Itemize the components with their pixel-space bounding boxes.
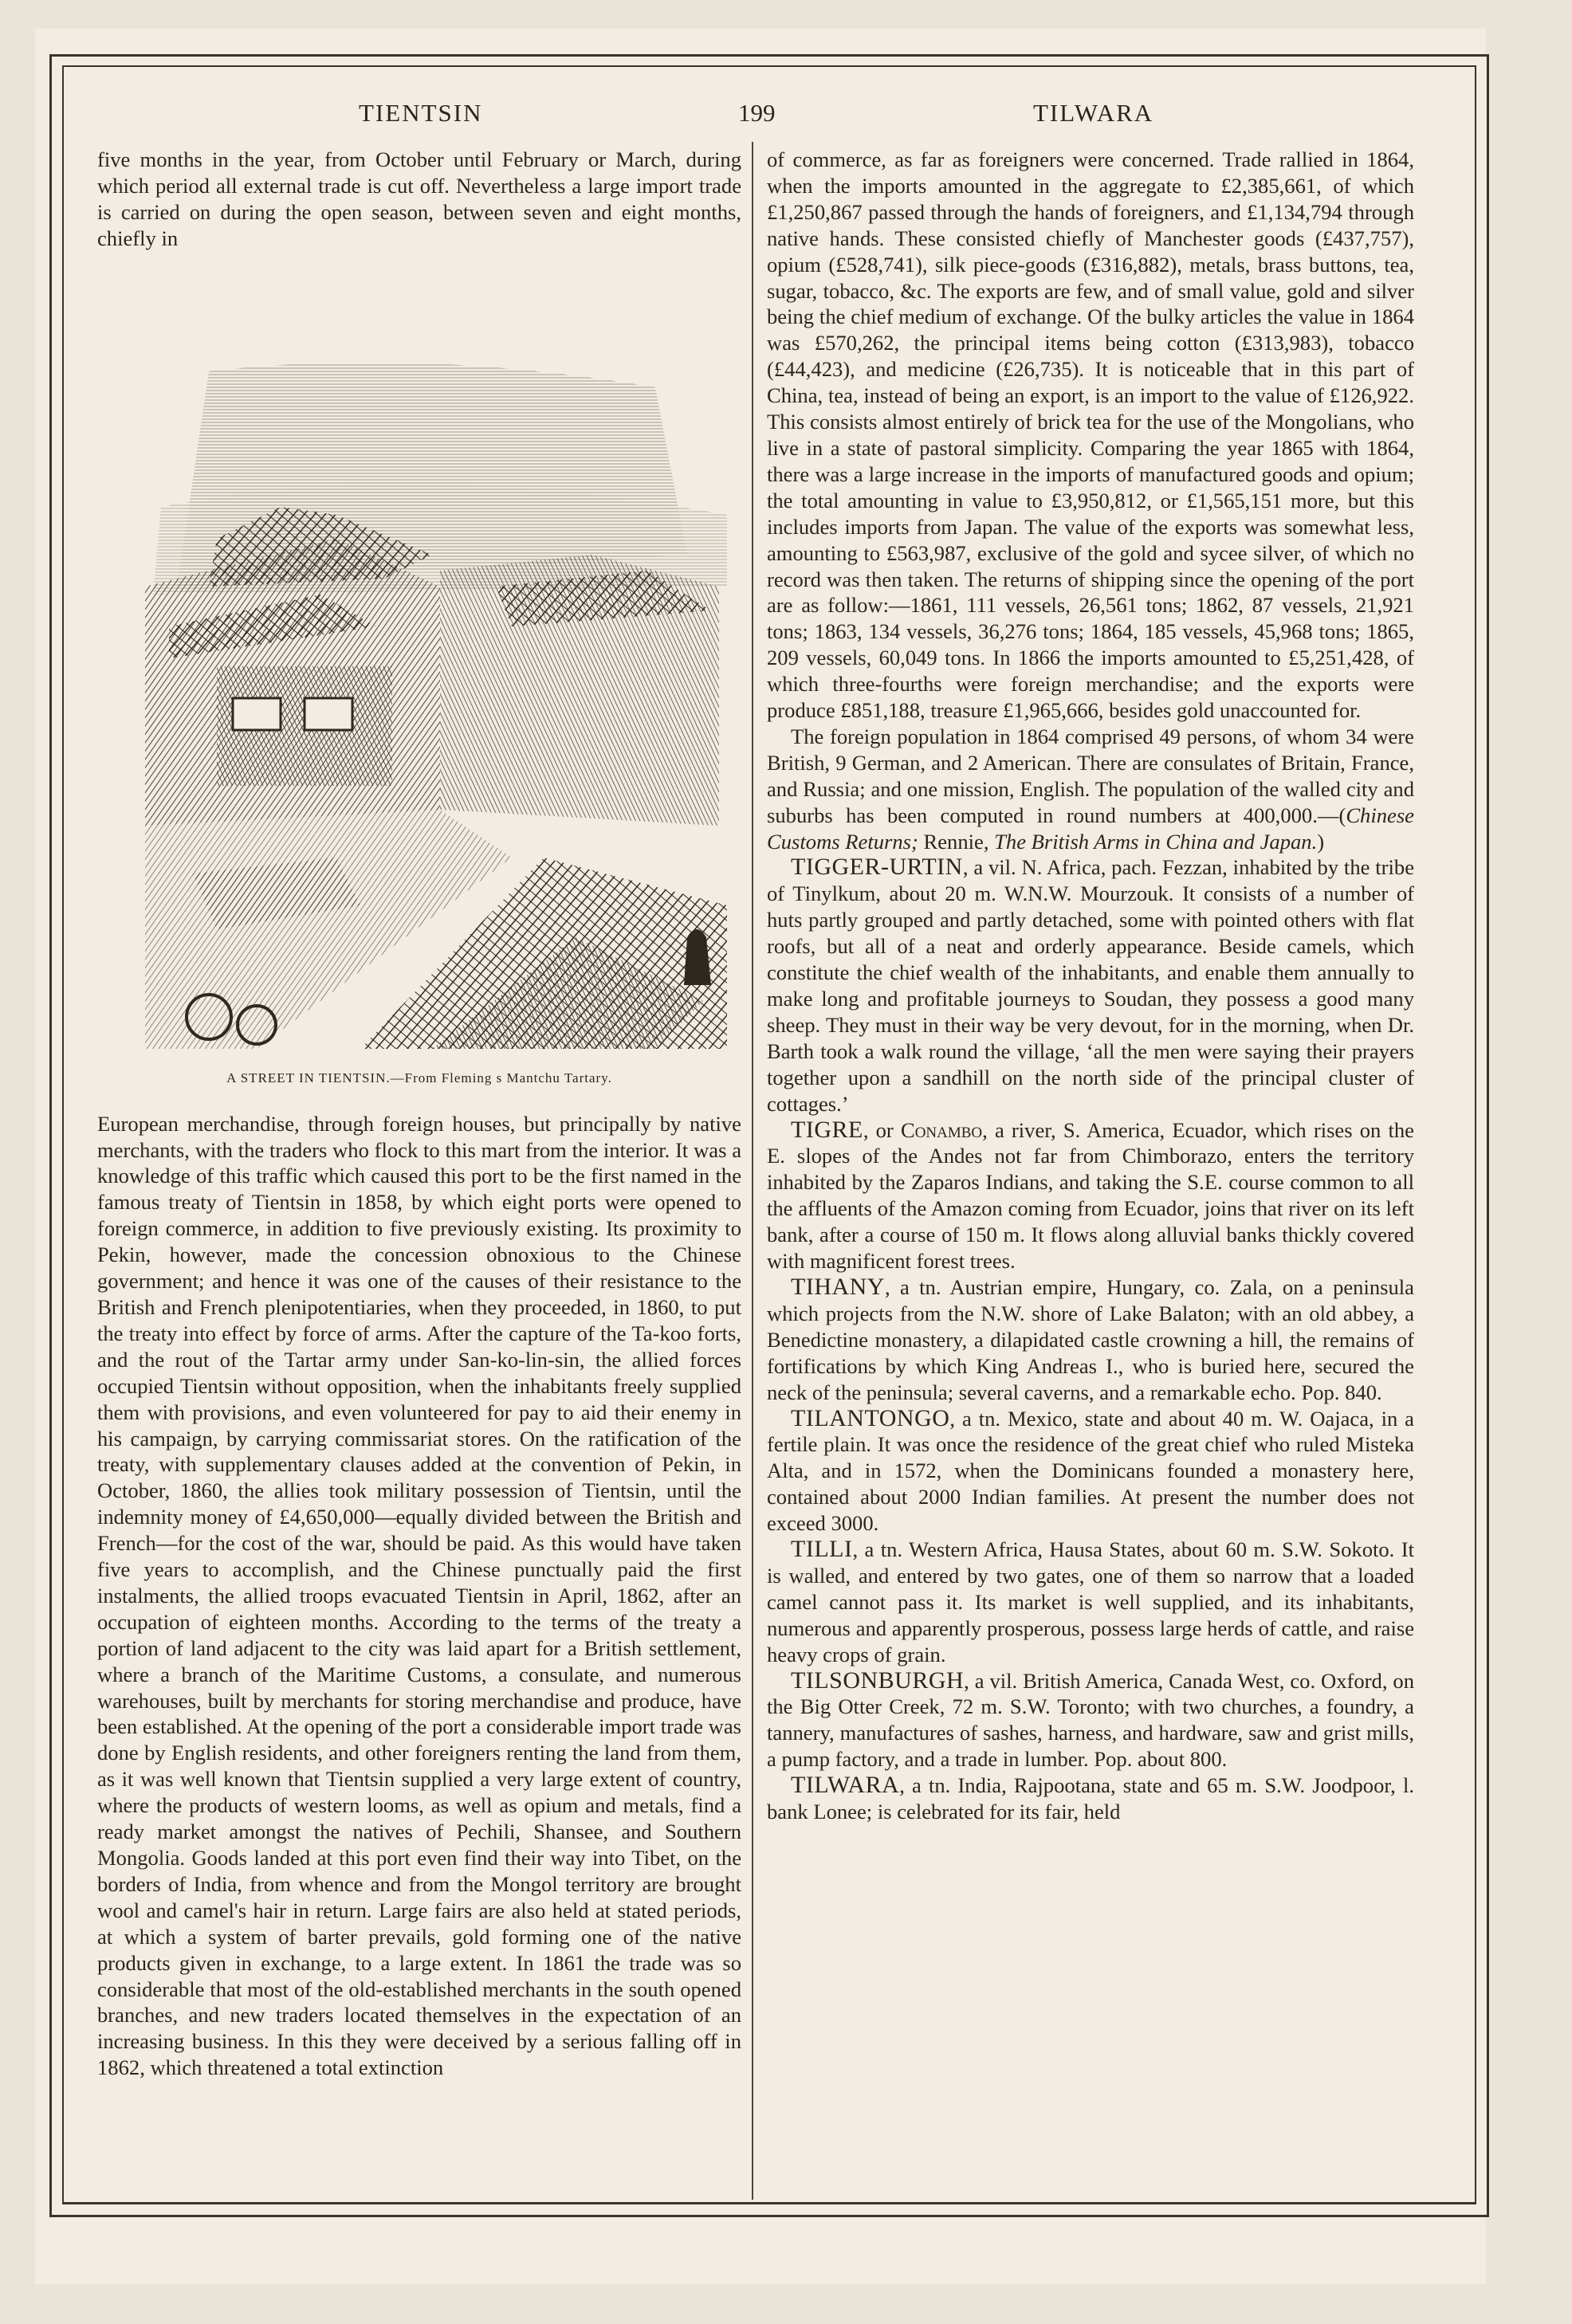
body-paragraph: European merchandise, through foreign houses, but principally by native merchants, with the traders who flock to this mart from the interior. It was a knowledge of this traffic which caused this port to be the first named in the famous treaty of Tientsin in 1858, by which eight ports were opened to foreign commerce, in addition to five previously existing. Its proximity to Pekin, however, made the concession obnoxious to the Chinese government; and hence it was one of the causes of their resistance to the British and French plenipotentiaries, when they proceeded, in 1860, to put the treaty into effect by force of arms. After the capture of the Ta-koo forts, and the rout of the Tartar army under San-ko-lin-sin, the allied forces occupied Tientsin without opposition, when the inhabitants freely supplied them with provisions, and even volunteered for pay to aid their enemy in his campaign, by carrying commissariat stores. On the ratification of the treaty, with supplementary clauses added at the convention of Pekin, in October, 1860, the allies took military possession of Tientsin, until the indemnity money of £4,650,000—equally divided between the British and French—for the cost of the war, should be paid. As this would have taken five years to accomplish, and the Chinese punctually paid the first instalments, the allied troops evacuated Tientsin in April, 1862, after an occupation of eighteen months. According to the terms of the treaty a portion of land adjacent to the city was laid apart for a British settlement, where a branch of the Maritime Customs, a consulate, and numerous warehouses, built by merchants for storing merchandise and produce, have been established. At the opening of the port a considerable import trade was done by English residents, and other foreigners renting the land from them, as it was well known that Tientsin supplied a very large extent of country, where the products of western looms, as well as opium and metals, find a ready market amongst the natives of Pechili, Shansee, and Southern Mongolia. Goods landed at this port even find their way into Tibet, on the borders of India, from whence and from the Mongol territory are brought wool and camel's hair in return. Large fairs are also held at stated periods, at which a system of barter prevails, gold forming one of the native products given in exchange, to a large extent. In 1861 the trade was so considerable that most of the old-established merchants in the south opened branches, and new traders located themselves in the expectation of an increasing business. In this they were deceived by a serious falling off in 1862, which threatened a total extinction (97, 1111, 741, 2080)
ref-chinese-customs: Chinese Customs Returns; (767, 803, 1414, 854)
entry-text: , a tn. Mexico, state and about 40 m. W. Oajaca, in a fertile plain. It was once the residence of the great chief who ruled Misteka Alta, and in 1572, when the Dominicans founded a monastery here, contained about 2000 Indian families. At present the number does not exceed 3000. (767, 1406, 1414, 1536)
street-in-tientsin-engraving (97, 252, 741, 1085)
entry-tilli (767, 1537, 1414, 1668)
entry-tihany (767, 1274, 1414, 1406)
bottom-rule (62, 2202, 1476, 2204)
page-number: 199 (738, 99, 776, 127)
intro-paragraph: five months in the year, from October until February or March, during which period all external trade is cut off. Nevertheless a large import trade is carried on during the open season, between seven and eight months, chiefly in (97, 147, 741, 250)
entry-text: , a river, S. America, Ecuador, which rises on the E. slopes of the Andes not far from Chimborazo, enters the territory inhabited by the Zaparos Indians, and taking the S.E. course common to all the affluents of the Amazon coming from Ecuador, joins that river on its left bank, after a course of 150 m. It flows along alluvial banks thickly covered with magnificent forest trees. (767, 1117, 1414, 1274)
entry-text: , a tn. India, Rajpootana, state and 65 m. S.W. Joodpoor, l. bank Lonee; is celebrated for its fair, held (767, 1773, 1414, 1824)
entry-headword: TILSONBURGH (791, 1666, 965, 1694)
entry-headword: TIGGER-URTIN (791, 854, 963, 881)
ref-rennie: Rennie, (918, 829, 995, 854)
entry-tigre: TIGRE, or Conambo, a river, S. America, Ecuador, which rises on the E. slopes of the Andes not far from Chimborazo, enters the territory inhabited by the Zaparos Indians, and taking the S.E. course common to all the affluents of the Amazon coming from Ecuador, joins that river on its left bank, after a course of 150 m. It flows along alluvial banks thickly covered with magnificent forest trees. (767, 1116, 1414, 1274)
running-header (88, 99, 1443, 131)
entry-text: , a tn. Austrian empire, Hungary, co. Zala, on a peninsula which projects from the N.W. shore of Lake Balaton; with an old abbey, a Benedictine monastery, a dilapidated castle crowning a hill, the remains of fortifications by which King Andreas I., who is buried here, secured the neck of the peninsula; several caverns, and a remarkable echo. Pop. 840. (767, 1274, 1414, 1404)
foreign-population-paragraph (767, 724, 1414, 855)
entry-text: , a vil. British America, Canada West, co. Oxford, on the Big Otter Creek, 72 m. S.W. Toronto; with two churches, a foundry, a tannery, manufactures of sashes, harness, and hardware, saw and grist mills, a pump factory, and a trade in lumber. Pop. about 800. (767, 1668, 1414, 1772)
entry-headword: TILLI (791, 1536, 853, 1563)
population-text: The foreign population in 1864 comprised 49 persons, of whom 34 were British, 9 German, and 2 American. There are consulates of Britain, France, and Russia; and one mission, English. The population of the walled city and suburbs has been computed in round numbers at 400,000.—( (767, 724, 1414, 827)
header-left-word: TIENTSIN (359, 99, 483, 127)
illustration-caption: A STREET IN TIENTSIN.—From Fleming s Mantchu Tartary. (226, 1070, 612, 1085)
entry-tilantongo (767, 1406, 1414, 1537)
entry-text: , a vil. N. Africa, pach. Fezzan, inhabited by the tribe of Tinylkum, about 20 m. W.N.W. Mourzouk. It consists of a number of huts partly grouped and partly detached, some with pointed others with flat roofs, but all of a neat and orderly appearance. Beside camels, which constitute the chief wealth of the inhabitants, and enable them annually to make long and profitable journeys to Soudan, they possess a good many sheep. They must in their way be very devout, for in the morning, when Dr. Barth took a walk round the village, ‘all the men were saying their prayers together upon a sandhill on the north side of the principal cluster of cottages.’ (767, 855, 1414, 1116)
ref-british-arms: The British Arms in China and Japan. (994, 829, 1318, 854)
header-right-word: TILWARA (1033, 99, 1154, 127)
entry-headword: TILWARA (791, 1772, 900, 1799)
entry-headword: TIGRE (791, 1116, 863, 1143)
entry-tilwara (767, 1772, 1414, 1825)
entry-headword: TILANTONGO (791, 1404, 950, 1431)
trade-continuation: of commerce, as far as foreigners were concerned. Trade rallied in 1864, when the imports amounted in the aggregate to £2,385,661, of which £1,250,867 passed through the hands of foreigners, and £1,134,794 through native hands. These consisted chiefly of Manchester goods (£437,757), opium (£528,741), silk piece-goods (£316,882), metals, brass buttons, tea, sugar, tobacco, &c. The exports are few, and of small value, gold and silver being the chief medium of exchange. Of the bulky articles the value in 1864 was £570,262, the principal items being cotton (£313,983), tobacco (£44,423), and medicine (£26,735). It is noticeable that in this part of China, tea, instead of being an export, is an import to the value of £126,922. This consists almost entirely of brick tea for the use of the Mongolians, who live in a state of pastoral simplicity. Comparing the year 1865 with 1864, there was a large increase in the imports of manufactured goods and opium; the total amounting in value to £3,950,812, or £1,565,151 more, but this includes imports from Japan. The value of the exports was somewhat less, amounting to £563,987, exclusive of the gold and sycee silver, of which no record was then taken. The returns of shipping since the opening of the port are as follow:—1861, 111 vessels, 26,561 tons; 1862, 87 vessels, 21,921 tons; 1863, 134 vessels, 36,276 tons; 1864, 185 vessels, 45,968 tons; 1865, 209 vessels, 60,049 tons. In 1866 the imports amounted to £5,251,428, of which three-fourths were foreign merchandise; and the exports were produce £851,188, treasure £1,965,666, besides gold unaccounted for. (767, 147, 1414, 723)
entry-alt-name: Conambo (900, 1117, 983, 1142)
entry-tigger-urtin (767, 854, 1414, 1117)
column-divider (752, 142, 753, 2200)
entry-text: , a tn. Western Africa, Hausa States, about 60 m. S.W. Sokoto. It is walled, and entered by two gates, one of them so narrow that a loaded camel cannot pass it. Its market is well supplied, and its inhabitants, numerous and apparently prosperous, possess large herds of cattle, and raise heavy crops of grain. (767, 1537, 1414, 1666)
right-column (767, 147, 1414, 1825)
engraving-image (97, 252, 741, 1065)
ref-close: ) (1317, 829, 1325, 854)
left-column (97, 147, 741, 2081)
entry-tilsonburgh (767, 1668, 1414, 1773)
entry-headword: TIHANY (791, 1273, 885, 1300)
